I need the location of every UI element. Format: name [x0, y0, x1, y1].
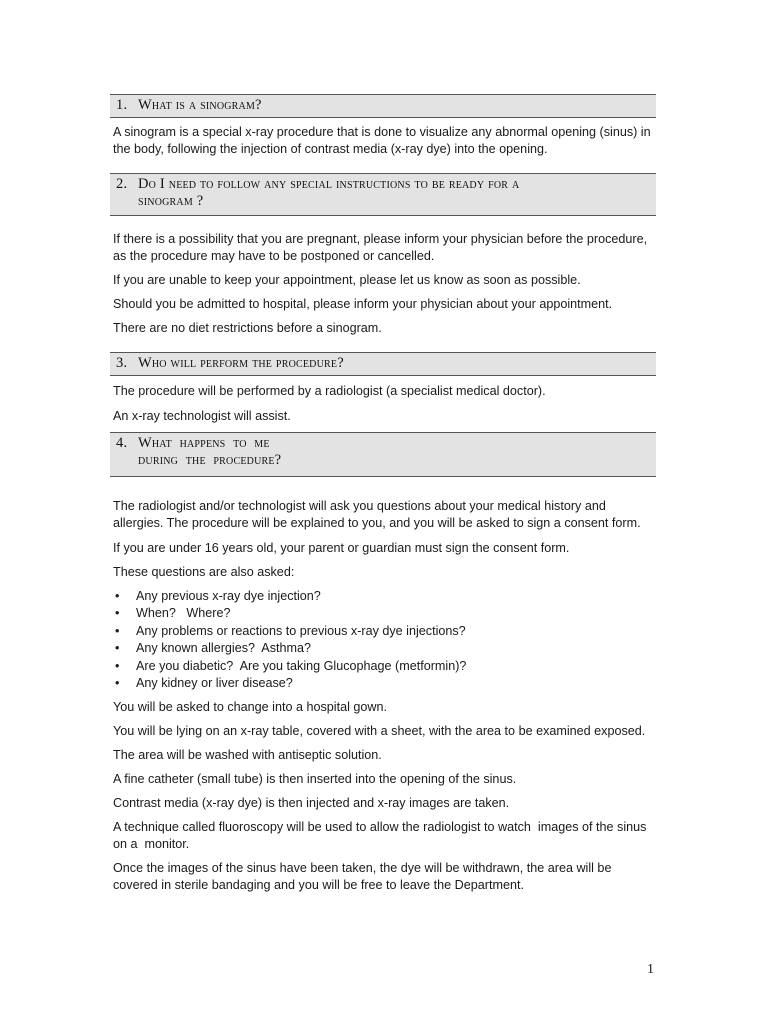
page-number: 1 [647, 962, 654, 977]
section-title-line1: What happens to me [138, 435, 270, 451]
section-4-paragraph: Once the images of the sinus have been taken, the dye will be withdrawn, the area will be covered in sterile bandaging and you will be free to leave the Department. [113, 861, 612, 892]
section-4-heading [110, 432, 656, 477]
section-title-line1: Do I need to follow any special instructions to be ready for a [138, 176, 520, 192]
section-title-line2: during the procedure? [138, 452, 282, 468]
section-4-paragraph: You will be asked to change into a hospital gown. [113, 700, 387, 714]
section-4-paragraph: A fine catheter (small tube) is then inserted into the opening of the sinus. [113, 772, 517, 786]
list-item: • Are you diabetic? Are you taking Glucophage (metformin)? [113, 658, 659, 675]
section-4-paragraph: You will be lying on an x-ray table, covered with a sheet, with the area to be examined exposed. [113, 724, 646, 738]
section-title: Who will perform the procedure? [138, 355, 344, 371]
list-item: • When? Where? [113, 605, 659, 622]
section-3-paragraph: An x-ray technologist will assist. [113, 409, 291, 423]
section-number: 3. [116, 355, 128, 371]
section-4-paragraph: The area will be washed with antiseptic solution. [113, 748, 382, 762]
section-2-paragraph: There are no diet restrictions before a sinogram. [113, 321, 382, 335]
section-4-paragraph: Contrast media (x-ray dye) is then injected and x-ray images are taken. [113, 796, 510, 810]
section-4-paragraph: A technique called fluoroscopy will be used to allow the radiologist to watch images of the sinus on a monitor. [113, 820, 650, 851]
section-number: 1. [116, 97, 128, 113]
list-item: • Any kidney or liver disease? [113, 675, 659, 692]
section-2-paragraph: If you are unable to keep your appointment, please let us know as soon as possible. [113, 273, 581, 287]
section-number: 2. [116, 176, 128, 192]
section-4-paragraph: The radiologist and/or technologist will ask you questions about your medical history and allergies. The procedure will be explained to you, and you will be asked to sign a consent form. [113, 499, 641, 530]
questions-list [113, 588, 659, 692]
section-3-paragraph: The procedure will be performed by a radiologist (a specialist medical doctor). [113, 384, 546, 398]
section-1-paragraph: A sinogram is a special x-ray procedure that is done to visualize any abnormal opening (sinus) in the body, following the injection of contrast media (x-ray dye) into the opening. [113, 125, 651, 156]
list-item: • Any problems or reactions to previous x-ray dye injections? [113, 623, 659, 640]
section-title: What is a sinogram? [138, 97, 262, 113]
section-title-line2: sinogram ? [138, 193, 204, 209]
section-2-paragraph: If there is a possibility that you are pregnant, please inform your physician before the procedure, as the procedure may have to be postponed or cancelled. [113, 232, 648, 263]
section-2-paragraph: Should you be admitted to hospital, please inform your physician about your appointment. [113, 297, 613, 311]
list-item: • Any known allergies? Asthma? [113, 640, 659, 657]
section-4-paragraph: If you are under 16 years old, your parent or guardian must sign the consent form. [113, 541, 570, 555]
list-item: • Any previous x-ray dye injection? [113, 588, 659, 605]
section-2-heading [110, 173, 656, 216]
section-number: 4. [116, 435, 128, 451]
section-3-heading [110, 352, 656, 376]
section-4-paragraph: These questions are also asked: [113, 565, 295, 579]
section-1-heading [110, 94, 656, 118]
